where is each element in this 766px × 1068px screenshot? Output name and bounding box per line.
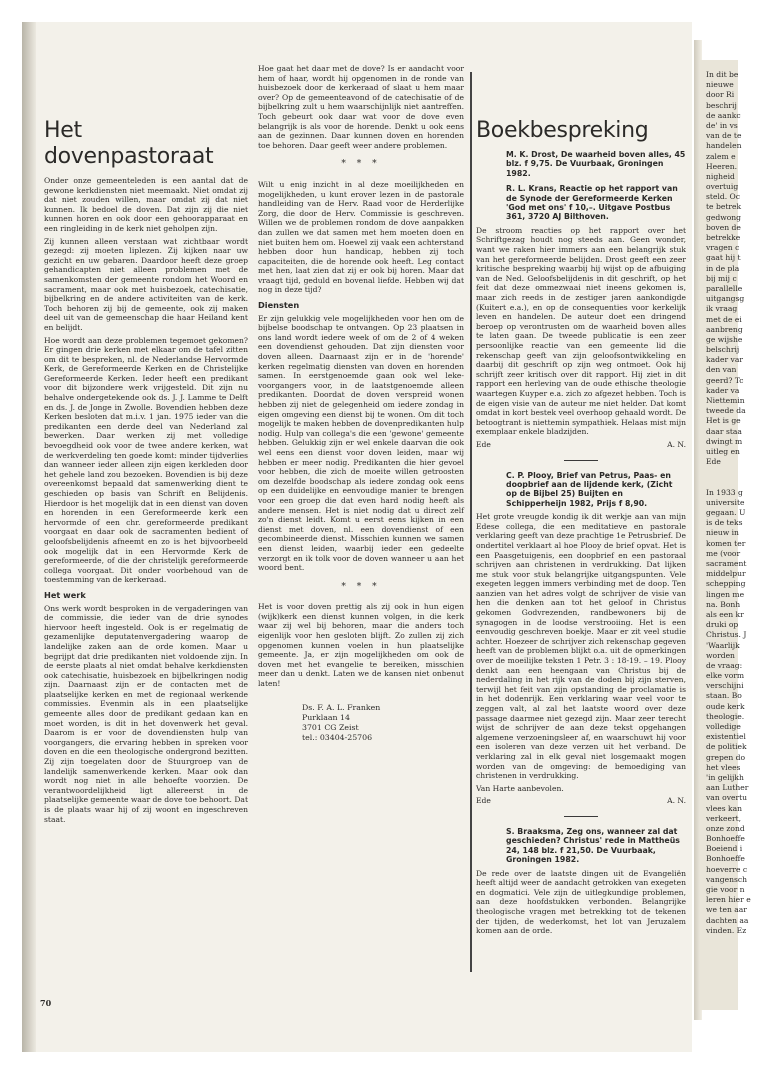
adjacent-page-line: volledige <box>706 722 741 731</box>
adjacent-page-line: door Ri <box>706 90 735 100</box>
adjacent-page-line: in de pla <box>706 263 740 273</box>
adjacent-page-line: de vraag: <box>706 660 743 670</box>
section-separator-stars: * * * <box>341 159 381 170</box>
adjacent-page-line: beschrij <box>706 100 737 110</box>
adjacent-page-line: onze zond <box>706 823 745 833</box>
adjacent-page-line: Ede <box>706 457 721 467</box>
review-signature <box>476 796 686 806</box>
adjacent-page-line: bij mij c <box>706 273 737 283</box>
adjacent-page-line: Niettemin <box>706 396 745 405</box>
article-column-2 <box>258 64 464 1014</box>
adjacent-page-line: gie voor n <box>706 885 745 894</box>
adjacent-page-line: kader var <box>706 355 743 365</box>
adjacent-page-line: na. Bonh <box>706 599 741 609</box>
adjacent-page-line: universite <box>706 497 745 507</box>
adjacent-page-line: middelpur <box>706 569 746 579</box>
author-name: Ds. F. A. L. Franken <box>302 702 381 712</box>
adjacent-page-line: Bonhoeffe <box>706 854 745 864</box>
article-paragraph: Onder onze gemeenteleden is een aantal dat de gewone kerkdiensten niet meemaakt. Niet omdat zij dat niet zouden willen, maar omdat zij dat niet kunnen. Ik bedoel de doven. Dat zijn zij die niet kunnen horen en ook door een gehoorapparaat en een ringleiding in de kerk niet geholpen zijn. <box>44 176 248 233</box>
adjacent-page-line: geerd? Tc <box>706 375 744 385</box>
author-phone: tel.: 03404-25706 <box>302 732 373 742</box>
adjacent-page-line: nieuw in <box>706 528 739 538</box>
review-signature <box>476 440 686 450</box>
adjacent-page-line: parallelle <box>706 283 743 293</box>
column-rule <box>470 72 472 972</box>
adjacent-page-line: ik vraag <box>706 304 738 314</box>
section-heading-diensten: Diensten <box>258 300 300 311</box>
adjacent-page-line: overtuig <box>706 182 739 192</box>
adjacent-page-line: aan Luther <box>706 783 749 793</box>
adjacent-page-line: gaat hij t <box>706 253 741 263</box>
article-paragraph: Het is voor doven prettig als zij ook in hun eigen (wijk)kerk een dienst kunnen volgen, in die kerk waar zij wel bij behoren, maar die anders toch eigenlijk voor hen gesloten blijft. Zo zullen zij zich opgenomen kunnen voelen in hun plaatselijke gemeente. Ja, er zijn mogelijkheden om ook de doven met het evangelie te bereiken, misschien meer dan u denkt. Laten we de kansen niet onbenut laten! <box>258 602 464 689</box>
adjacent-page-line: boven de <box>706 222 741 232</box>
adjacent-page-line: belschrij <box>706 345 740 355</box>
adjacent-page-line <box>706 467 766 477</box>
adjacent-page-line: sacrament <box>706 559 747 568</box>
review-recommendation: Van Harte aanbevolen. <box>476 783 564 793</box>
adjacent-page-line: 'in gelijkh <box>706 772 744 782</box>
adjacent-page-line: tweede da <box>706 406 746 416</box>
review-initials: A. N. <box>667 439 686 449</box>
author-city: 3701 CG Zeist <box>302 722 359 732</box>
adjacent-page-line: elke vorm <box>706 671 745 681</box>
adjacent-page-line: handelen <box>706 141 742 151</box>
adjacent-page-line: vinden. Ez <box>706 925 747 935</box>
book-review-column <box>476 118 686 1018</box>
adjacent-page-line: daar staa <box>706 426 742 436</box>
adjacent-page-line: existentiel <box>706 732 746 742</box>
adjacent-page-text <box>706 70 766 936</box>
adjacent-page-line: dwingt m <box>706 436 743 446</box>
adjacent-page-line: vlees kan <box>706 803 743 813</box>
article-column-1 <box>44 118 248 970</box>
review-place: Ede <box>476 439 491 449</box>
adjacent-page-line: Bonhoeffe <box>706 834 745 844</box>
adjacent-page-line: als een kr <box>706 609 744 619</box>
adjacent-page-line: komen ter <box>706 538 746 548</box>
adjacent-page-line: oude kerk <box>706 701 745 711</box>
page-number: 70 <box>40 998 52 1008</box>
article-paragraph: Zij kunnen alleen verstaan wat zichtbaar wordt gezegd: zij moeten liplezen. Zij kijken naar uw gezicht en uw gebaren. Daardoor heeft deze groep gehandicapten niet alleen problemen met de samenkomsten der gemeente rondom het Woord en sacrament, maar ook met huisbezoek, catechisatie, bijbelkring en de andere activiteiten van de kerk. Toch behoren zij bij de gemeente, ook zij maken deel uit van de gemeenschap die haar Heiland kent en belijdt. <box>44 236 248 332</box>
adjacent-page-line: gegaan. U <box>706 508 746 518</box>
adjacent-page-line: nieuwe <box>706 80 734 90</box>
adjacent-page-line: In 1933 g <box>706 487 743 497</box>
reviews-title: Boekbespreking <box>476 118 649 143</box>
review-reference: R. L. Krans, Reactie op het rapport van de Synode der Gereformeerde Kerken 'God met ons' f 10,–. Uitgave Postbus 361, 3720 AJ Bilthoven. <box>506 184 678 222</box>
adjacent-page-line: 'Waarlijk <box>706 640 740 650</box>
adjacent-page-line: van de te <box>706 131 742 141</box>
adjacent-page-line: hoeverre c <box>706 864 748 874</box>
adjacent-page-line: te betrek <box>706 202 742 212</box>
author-address <box>302 703 464 743</box>
adjacent-page-line: worden <box>706 650 735 660</box>
adjacent-page-line: Boeiend i <box>706 844 743 854</box>
adjacent-page-line: uitleg en <box>706 446 740 456</box>
adjacent-page-line: steld. Oc <box>706 192 741 202</box>
adjacent-page-line: In dit be <box>706 70 739 79</box>
adjacent-page-line: het vlees <box>706 762 741 772</box>
adjacent-page-line: gedwong <box>706 212 742 222</box>
adjacent-page-line: dachten aa <box>706 915 749 925</box>
adjacent-page-line: betrekke <box>706 233 741 242</box>
adjacent-page-line: Het is ge <box>706 416 741 426</box>
adjacent-page-line: uitgangsg <box>706 294 745 304</box>
adjacent-page-line: de politiek <box>706 742 747 752</box>
adjacent-page-line: de aankc <box>706 110 741 120</box>
adjacent-page-line: schepping <box>706 579 746 589</box>
adjacent-page-fragment <box>700 60 751 1010</box>
adjacent-page-line: druki op <box>706 620 739 630</box>
adjacent-page-line: theologie. <box>706 711 745 721</box>
magazine-page <box>22 22 692 1052</box>
review-divider <box>564 460 598 461</box>
page-binding-shadow <box>22 22 36 1052</box>
adjacent-page-line: Christus. J <box>706 630 747 640</box>
adjacent-page-line: verkeert, <box>706 813 742 823</box>
adjacent-page-line: ge wijshe <box>706 334 743 344</box>
review-place: Ede <box>476 796 491 806</box>
review-body: Het grote vreugde kondig ik dit werkje aan van mijn Edese collega, die een meditatieve en pastorale verklaring geeft van deze prachtige 1e Petrusbrief. De ondertitel verklaart al hoe Plooy de brief opvat. Het is een Paasgetuigenis, een doopbrief en een pastoraal schrijven aan christenen in verdrukking. Dat lijken me stuk voor stuk belangrijke uitgangspunten. Vele exegeten leggen immers verbinding met de doop. Ten aanzien van het adres volgt de schrijver de visie van hen die denken aan tot het geloof in Christus gekomen Godvrezenden, randbewoners bij de synagogen in de loodse verstrooiing. Het is een eenvoudig geschreven boekje. Maar er zit veel studie achter. Hoezeer de schrijver zich rekenschap gegeven heeft van de problemen blijkt o.a. uit de opmerkingen over de moeilijke teksten 1 Petr. 3 : 18-19. – 19. Plooy denkt aan een heengaan van Christus bij de nederdaling in het rijk van de doden bij zijn sterven, terwijl het feit van zijn opstanding de proclamatie is in het dodenrijk. Een verklaring waar veel voor te zeggen valt, al zal het laatste woord over deze passage daarmee niet gezegd zijn. Maar zeer terecht wijst de schrijver de aan deze tekst opgehangen algemene verzoeningsleer af, en waarschuwt hij voor een isoleren van deze verzen uit het verband. De verklaring zal in elk geval niet losgemaakt mogen worden van de omgeving: de bemoediging van christenen in verdrukking. <box>476 512 686 781</box>
article-paragraph: Hoe wordt aan deze problemen tegemoet gekomen? Er gingen drie kerken met elkaar om de tafel zitten om dit te bespreken, nl. de Nederlandse Hervormde Kerk, de Gereformeerde Kerken en de Christelijke Gereformeerde Kerken. Ieder heeft een predikant voor dit bijzondere werk vrijgesteld. Dit zijn nu behalve ondergetekende ook ds. J. J. Lamme te Delft en ds. J. de Jonge in Zwolle. Bovendien hebben deze Kerken besloten dat m.i.v. 1 jan. 1975 ieder van die predikanten een derde deel van Nederland zal bewerken. Daar werken zij met volledige bevoegdheid ook voor de twee andere kerken, wat de werkverdeling ten goede komt: minder tijdverlies dan wanneer ieder alleen zijn eigen kerkleden door het gehele land zou bezoeken. Bovendien is bij deze overeenkomst bepaald dat samenwerking dient te geschieden op basis van Schrift en Belijdenis. Hierdoor is het mogelijk dat in een dienst van doven en horenden in een Gereformeerde kerk een hervormde of een chr. gereformeerde predikant voorgaat en daar ook de sacramenten bedient of geloofsbelijdenis afneemt en zo is het bijvoorbeeld ook mogelijk dat in een Hervormde Kerk de gereformeerde, of die der christelijk gereformeerde collega voorgaat. Dit onder voorbehoud van de toestemming van de kerkeraad. <box>44 335 248 585</box>
adjacent-page-line: we ten aar <box>706 905 747 915</box>
adjacent-page-line: leren hier e <box>706 895 751 905</box>
review-reference: S. Braaksma, Zeg ons, wanneer zal dat geschieden? Christus' rede in Mattheüs 24, 148 blz. f 21,50. De Vuurbaak, Groningen 1982. <box>506 826 680 865</box>
adjacent-page-line: Heeren. <box>706 161 738 171</box>
review-reference: C. P. Plooy, Brief van Petrus, Paas- en doopbrief aan de lijdende kerk, (Zicht op de Bijbel 25) Buijten en Schipperheijn 1982, Prijs f 8,90. <box>506 470 673 508</box>
review-body: De rede over de laatste dingen uit de Evangeliën heeft altijd weer de aandacht getrokken van exegeten en dogmatici. Vele zijn de uitlegkundige problemen, aan deze hoofdstukken verbonden. Belangrijke theologische vragen met betrekking tot de tekenen der tijden, de wederkomst, het lot van Jeruzalem komen aan de orde. <box>476 868 686 936</box>
review-body: De stroom reacties op het rapport over het Schriftgezag houdt nog steeds aan. Geen wonder, want we raken hier immers aan een belangrijk stuk van het gereformeerde belijden. Drost geeft een zeer kritische bespreking waarbij hij wijst op de afbuiging van de Ned. Geloofsbelijdenis in dit geschrift, op het feit dat deze ommezwaai niet ineens gekomen is, maar zich reeds in de zestiger jaren aankondigde (Kuitert e.a.), en op de consequenties voor kerkelijk leven en handelen. De auteur doet een dringend beroep op verontrusten om de waarheid boven alles te laten gaan. De tweede publicatie is een zeer persoonlijke reactie van een gemeente lid die rekenschap geeft van zijn geloofsontwikkeling en daarbij dit geschrift op zijn weg ontmoet. Ook hij schrijft zeer kritisch over dit rapport. Hij ziet in dit rapport een herleving van de oude ethische theologie waartegen Kuyper e.a. zich zo afgezet hebben. Toch is de eigen visie van de auteur me niet helder. Dat komt omdat in kort bestek veel overhoop gehaald wordt. De betoogtrant is niettemin sympathiek. Helaas mist mijn exemplaar enkele bladzijden. <box>476 225 686 437</box>
adjacent-page-line: vragen c <box>706 243 740 253</box>
adjacent-page-line: staan. Bo <box>706 691 742 701</box>
adjacent-page-line: vangensch <box>706 874 747 884</box>
review-initials: A. N. <box>667 796 686 806</box>
section-separator-stars: * * * <box>341 581 381 592</box>
article-paragraph: Wilt u enig inzicht in al deze moeilijkheden en mogelijkheden, u kunt erover lezen in de pastorale handleiding van de Herv. Raad voor de Herderlijke Zorg, die door de Herv. Commissie is geschreven. Willen we de problemen rondom de dove aanpakken dan zullen we dat samen met hem moeten doen en niet buiten hem om. Hoewel zij vaak een achterstand hebben door hun handicap, hebben zij toch capaciteiten, die de horende ook heeft. Leg contact met hen, laat zien dat zij er ook bij horen. Maar dat vraagt tijd, geduld en bovenal liefde. Hebben wij dat nog in deze tijd? <box>258 179 464 295</box>
adjacent-page-line: me (voor <box>706 548 741 558</box>
adjacent-page-line: den van <box>706 365 737 375</box>
adjacent-page-line: met de ei <box>706 314 742 324</box>
adjacent-page-line <box>706 478 766 488</box>
review-divider <box>564 816 598 817</box>
adjacent-page-line: zalem e <box>706 151 736 161</box>
adjacent-page-line: de' in vs <box>706 120 738 130</box>
adjacent-page-line: van overtu <box>706 793 748 803</box>
adjacent-page-line: is de teks <box>706 518 743 528</box>
article-title: Het dovenpastoraat <box>44 118 214 169</box>
adjacent-page-line: aanbreng <box>706 324 743 334</box>
adjacent-page-line: nigheid <box>706 171 735 181</box>
review-reference: M. K. Drost, De waarheid boven alles, 45 blz. f 9,75. De Vuurbaak, Groningen 1982. <box>506 150 686 178</box>
section-heading-het-werk: Het werk <box>44 589 86 600</box>
adjacent-page-line: grepen do <box>706 752 746 762</box>
article-paragraph: Hoe gaat het daar met de dove? Is er aandacht voor hem of haar, wordt hij opgenomen in de ronde van huisbezoek door de kerkeraad of slaat u hem maar over? Op de gemeenteavond of de catechisatie of de bijbelkring zult u hem waarschijnlijk niet aantreffen. Toch gebeurt ook daar wat voor de dove even belangrijk is als voor de horende. Denkt u ook eens aan de gezinnen. Daar kunnen doven en horenden toe behoren. Daar geeft weer andere problemen. <box>258 64 464 150</box>
adjacent-page-line: verschijni <box>706 681 744 691</box>
adjacent-page-line: kader va <box>706 385 740 395</box>
adjacent-page-line: lingen me <box>706 589 745 599</box>
author-street: Purklaan 14 <box>302 712 350 722</box>
article-paragraph: Ons werk wordt besproken in de vergaderingen van de commissie, die ieder van de drie synodes hiervoor heeft ingesteld. Ook is er regelmatig de gezamenlijke deputatenvergadering waarop de landelijke zaken aan de orde komen. Maar u begrijpt dat drie predikanten niet voldoende zijn. In de eerste plaats al niet omdat behalve kerkdiensten ook catechisatie, huisbezoek en bijbelkringen nodig zijn. Daarnaast zijn er de contacten met de plaatselijke kerken en met de regionaal werkende commissies. Evenmin als in een plaatselijke gemeente alles door de predikant gedaan kan en moet worden, is dit in het dovenwerk het geval. Daarom is er voor de dovendiensten hulp van voorgangers, die ervaring hebben in spreken voor doven en die een theologische ondergrond bezitten. Zij zijn toegelaten door de Stuurgroep van de landelijk samenwerkende kerken. Maar ook dan wordt nog niet in alle behoefte voorzien. De verantwoordelijkheid ligt allereerst in de plaatselijke gemeente waar de dove toe behoort. Dat is de plaats waar hij of zij woont en ingeschreven staat. <box>44 603 248 824</box>
article-paragraph: Er zijn gelukkig vele mogelijkheden voor hen om de bijbelse boodschap te ontvangen. Op 23 plaatsen in ons land wordt iedere week of om de 2 of 4 weken een dovendienst gehouden. Dat zijn diensten voor doven alleen. Daarnaast zijn er in de 'horende' kerken regelmatig diensten van doven en horenden samen. In eerstgenoemde gaan ook wel leke-voorgangers voor, in de laatstgenoemde alleen predikanten. Doordat de doven verspreid wonen hebben zij niet de gelegenheid om iedere zondag in eigen omgeving een dienst bij te wonen. Om dit toch mogelijk te maken hebben de dovenpredikanten hulp nodig. Hulp van collega's die een 'gewone' gemeente hebben. Gelukkig zijn er wel enkele daarvan die ook wel eens een dienst voor doven leiden, maar wij hebben er meer nodig. Predikanten die hier gevoel voor hebben, die zich de moeite willen getroosten om dezelfde boodschap als iedere zondag ook eens op een duidelijke en eenvoudige manier te brengen voor een groep die dat even hard nodig heeft als andere mensen. Het is niet nodig dat u direct zelf zo'n dienst leidt. Komt u eerst eens kijken in een dienst met doven, nl. een dovendienst of een gecombineerde dienst. Misschien kunnen we samen een dienst leiden, waarbij ieder een gedeelte verzorgt en ik tolk voor de doven wanneer u aan het woord bent. <box>258 313 464 573</box>
